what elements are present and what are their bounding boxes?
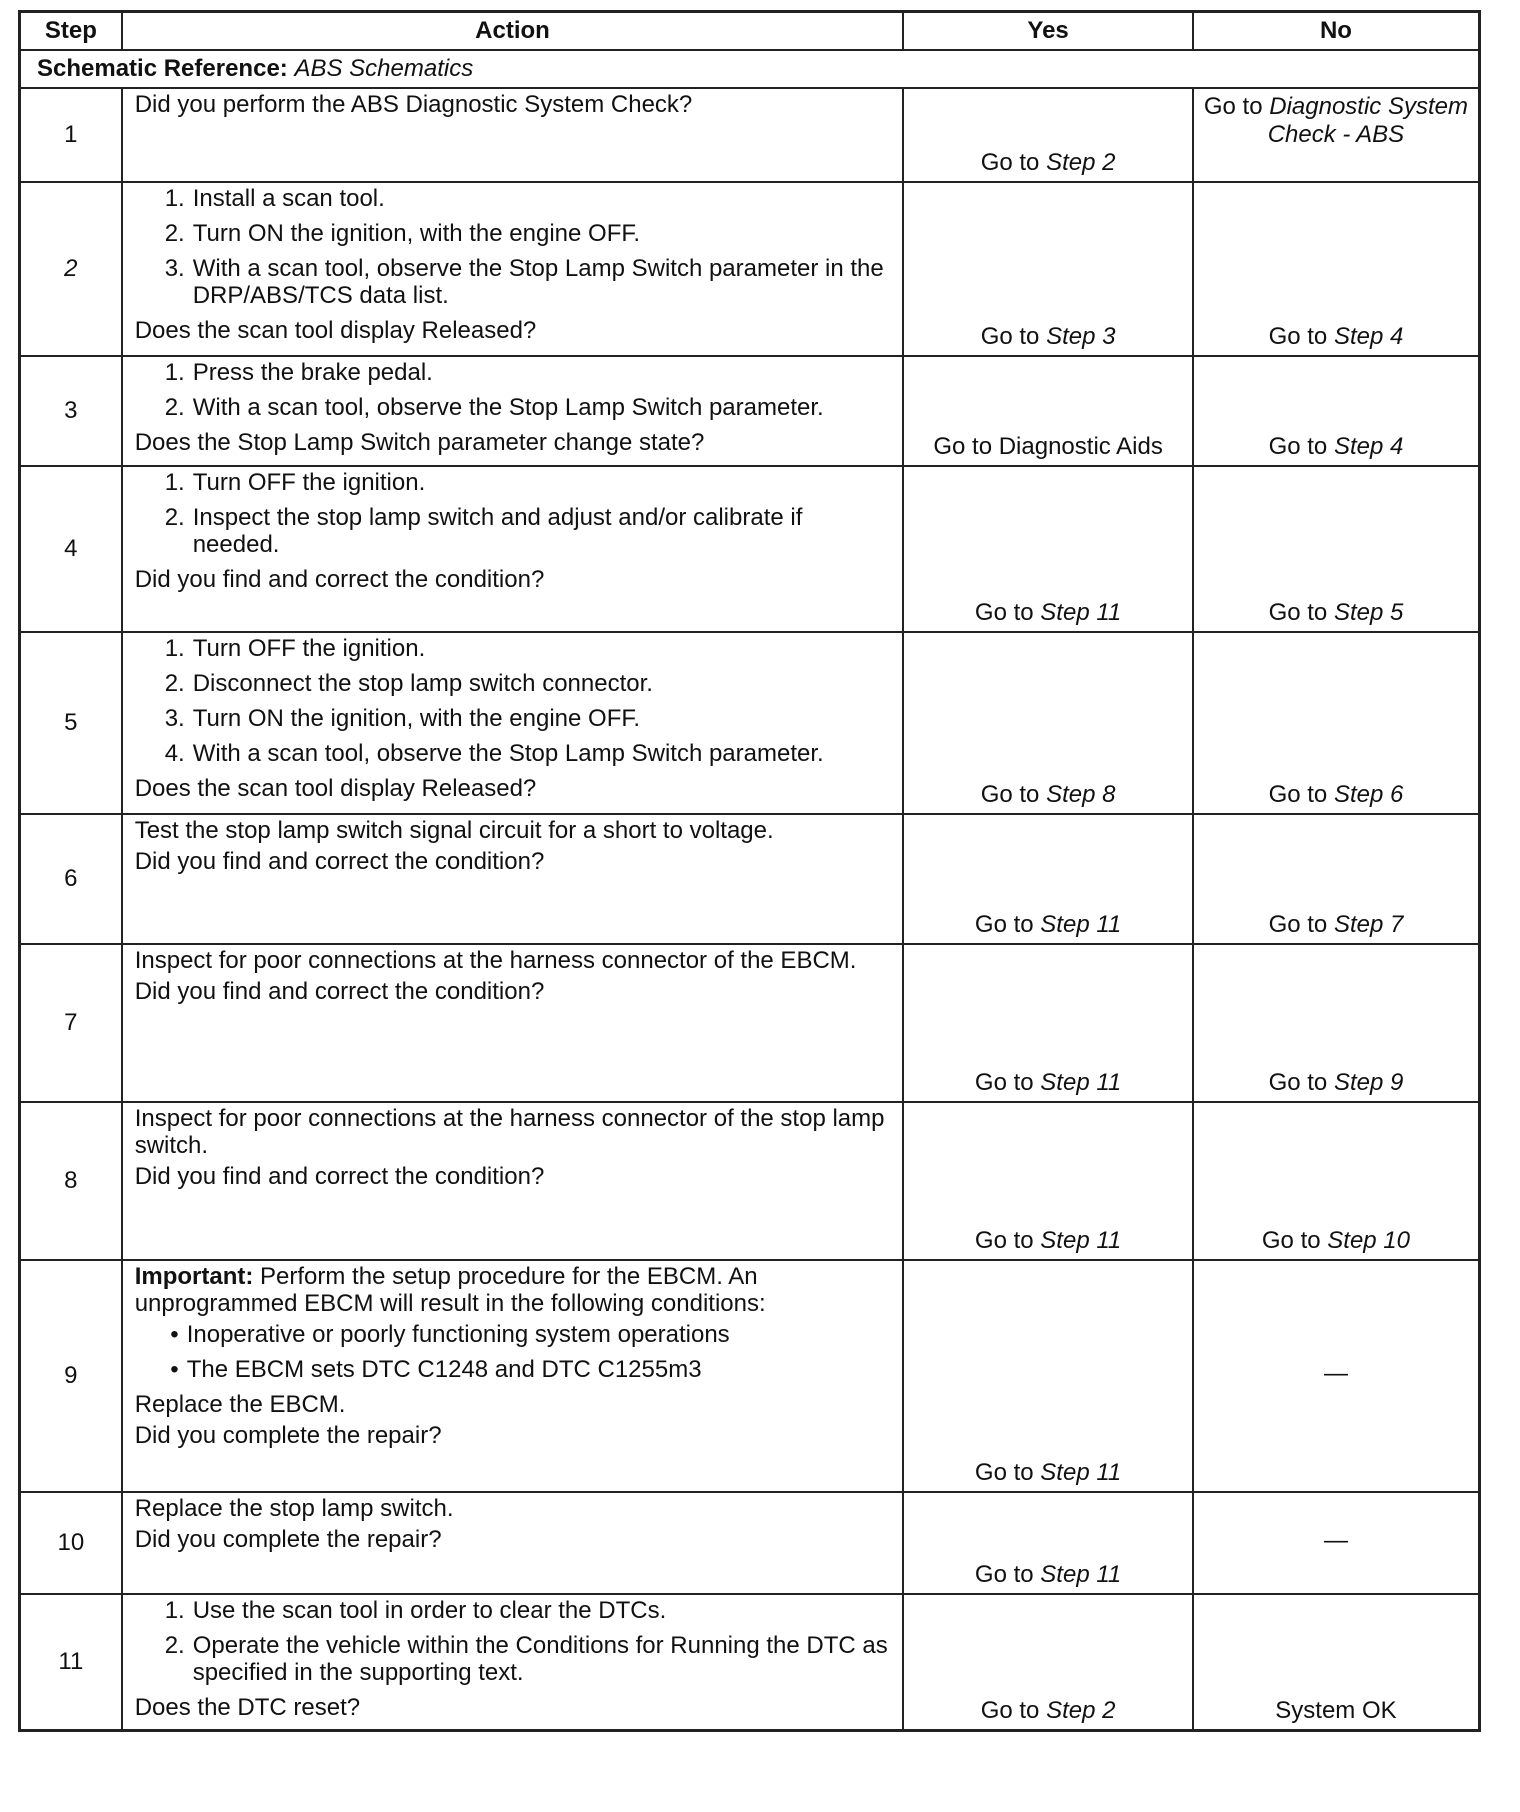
goto-label: Go to	[1268, 433, 1328, 460]
yes-target: Step 11	[1040, 1459, 1122, 1486]
table-row	[20, 182, 1480, 356]
header-row	[20, 12, 1480, 51]
goto-label: Go to	[980, 149, 1040, 176]
yes-cell	[903, 1260, 1193, 1492]
action-cell	[122, 1492, 904, 1594]
list-item: 2. With a scan tool, observe the Stop Lamp Switch parameter.	[164, 394, 824, 421]
action-cell	[122, 814, 904, 944]
no-target: Step 5	[1333, 599, 1404, 626]
table-row	[20, 466, 1480, 632]
no-cell	[1193, 182, 1480, 356]
goto-label: Go to	[974, 1069, 1034, 1096]
schematic-value: ABS Schematics	[294, 55, 474, 82]
list-item: 4. With a scan tool, observe the Stop Lamp Switch parameter.	[164, 740, 824, 767]
goto-label: Go to	[974, 911, 1034, 938]
no-target: Step 6	[1333, 781, 1404, 808]
no-cell: —	[1193, 1492, 1480, 1594]
action-text: Replace the EBCM.	[134, 1391, 346, 1418]
action-text: Inspect for poor connections at the harness connector of the stop lamp switch.	[134, 1105, 885, 1159]
step-number: 11	[20, 1594, 122, 1730]
list-item: 2. Inspect the stop lamp switch and adjust and/or calibrate if needed.	[164, 504, 803, 558]
step-number: 5	[20, 632, 122, 814]
yes-cell	[903, 632, 1193, 814]
step-number: 4	[20, 466, 122, 632]
yes-target: Step 11	[1040, 599, 1122, 626]
important-label: Important:	[134, 1263, 254, 1290]
list-item: 1. Turn OFF the ignition.	[164, 635, 426, 662]
question: Did you find and correct the condition?	[134, 978, 545, 1005]
header-yes: Yes	[903, 12, 1193, 51]
question: Does the Stop Lamp Switch parameter change state?	[134, 429, 705, 456]
action-cell	[122, 632, 904, 814]
list-item: • The EBCM sets DTC C1248 and DTC C1255m3	[170, 1356, 702, 1383]
list-item: • Inoperative or poorly functioning system operations	[170, 1321, 730, 1348]
step-number: 9	[20, 1260, 122, 1492]
question: Does the DTC reset?	[134, 1694, 361, 1721]
no-target: Step 7	[1333, 911, 1404, 938]
no-cell	[1193, 88, 1480, 182]
instruction-list	[135, 185, 895, 317]
yes-cell: Go to Diagnostic Aids	[903, 356, 1193, 466]
action-cell	[122, 356, 904, 466]
action-cell	[122, 88, 904, 182]
yes-target: Step 11	[1040, 1561, 1122, 1588]
instruction-list	[135, 1597, 895, 1694]
step-number: 6	[20, 814, 122, 944]
no-cell	[1193, 814, 1480, 944]
question: Did you complete the repair?	[134, 1422, 442, 1449]
yes-cell	[903, 1594, 1193, 1730]
header-no: No	[1193, 12, 1480, 51]
action-cell	[122, 466, 904, 632]
list-item: 1. Use the scan tool in order to clear the DTCs.	[164, 1597, 667, 1624]
goto-label: Go to	[1261, 1227, 1321, 1254]
yes-cell	[903, 466, 1193, 632]
header-action: Action	[122, 12, 904, 51]
goto-label: Go to	[980, 1696, 1040, 1724]
list-item: 2. Turn ON the ignition, with the engine OFF.	[164, 220, 641, 247]
list-item: 1. Press the brake pedal.	[164, 359, 433, 386]
goto-label: Go to	[980, 781, 1040, 808]
table-row	[20, 632, 1480, 814]
no-cell	[1193, 1102, 1480, 1260]
action-cell	[122, 1260, 904, 1492]
yes-target: Step 11	[1040, 911, 1122, 938]
instruction-list	[135, 635, 895, 775]
question: Did you find and correct the condition?	[134, 1163, 545, 1190]
table-row	[20, 944, 1480, 1102]
list-item: 1. Install a scan tool.	[164, 185, 385, 212]
instruction-list	[135, 469, 895, 566]
goto-label: Go to	[1268, 911, 1328, 938]
question: Did you complete the repair?	[134, 1526, 442, 1553]
table-row	[20, 88, 1480, 182]
step-number-text: 2	[64, 255, 78, 282]
goto-label: Go to	[974, 599, 1034, 626]
yes-cell	[903, 1492, 1193, 1594]
action-cell	[122, 182, 904, 356]
goto-label: Go to	[1268, 323, 1328, 350]
step-number: 8	[20, 1102, 122, 1260]
table-row	[20, 1594, 1480, 1730]
header-step: Step	[20, 12, 122, 51]
goto-label: Go to	[980, 323, 1040, 350]
list-item: 3. Turn ON the ignition, with the engine OFF.	[164, 705, 641, 732]
action-text: Replace the stop lamp switch.	[134, 1495, 454, 1522]
no-cell: System OK	[1193, 1594, 1480, 1730]
question: Did you find and correct the condition?	[134, 848, 545, 875]
yes-target: Step 11	[1040, 1069, 1122, 1096]
list-item: 1. Turn OFF the ignition.	[164, 469, 426, 496]
table-row	[20, 1492, 1480, 1594]
goto-label: Go to	[1203, 93, 1263, 120]
question: Did you find and correct the condition?	[134, 566, 545, 593]
list-item: 2. Operate the vehicle within the Conditions for Running the DTC as specified in the supporting text.	[164, 1632, 888, 1686]
yes-target: Step 3	[1046, 323, 1116, 350]
no-cell	[1193, 466, 1480, 632]
important-note	[135, 1263, 895, 1317]
yes-cell	[903, 944, 1193, 1102]
action-cell	[122, 944, 904, 1102]
goto-label: Go to	[1268, 1069, 1328, 1096]
yes-cell	[903, 814, 1193, 944]
no-cell	[1193, 944, 1480, 1102]
no-target: Step 4	[1333, 323, 1404, 350]
no-target: Step 9	[1333, 1069, 1404, 1096]
step-number: 10	[20, 1492, 122, 1594]
action-text: Inspect for poor connections at the harness connector of the EBCM.	[134, 947, 857, 974]
table-row	[20, 356, 1480, 466]
schematic-row	[20, 50, 1480, 88]
step-number: 7	[20, 944, 122, 1102]
goto-label: Go to	[974, 1561, 1034, 1588]
list-item: 2. Disconnect the stop lamp switch connector.	[164, 670, 653, 697]
no-target: Diagnostic System Check - ABS	[1267, 93, 1468, 148]
yes-cell	[903, 88, 1193, 182]
yes-target: Step 11	[1040, 1227, 1122, 1254]
goto-label: Go to	[974, 1227, 1034, 1254]
important-text: Perform the setup procedure for the EBCM. An unprogrammed EBCM will result in the following conditions:	[134, 1263, 766, 1317]
diagnostic-table	[18, 10, 1481, 1732]
yes-cell	[903, 1102, 1193, 1260]
goto-label: Go to	[1268, 599, 1328, 626]
table-row	[20, 1102, 1480, 1260]
action-text: Test the stop lamp switch signal circuit for a short to voltage.	[134, 817, 774, 844]
step-number	[20, 182, 122, 356]
step-number: 3	[20, 356, 122, 466]
schematic-label: Schematic Reference:	[37, 55, 288, 82]
yes-target: Step 8	[1046, 781, 1116, 808]
bullet-list	[135, 1321, 895, 1391]
goto-label: Go to	[974, 1459, 1034, 1486]
question: Does the scan tool display Released?	[134, 775, 537, 802]
no-target: Step 10	[1327, 1227, 1410, 1254]
no-cell: —	[1193, 1260, 1480, 1492]
schematic-reference	[20, 50, 1480, 88]
action-cell	[122, 1102, 904, 1260]
yes-target: Step 2	[1046, 149, 1116, 176]
question: Does the scan tool display Released?	[134, 317, 537, 344]
table-row	[20, 814, 1480, 944]
no-target: Step 4	[1333, 433, 1404, 460]
list-item: 3. With a scan tool, observe the Stop Lamp Switch parameter in the DRP/ABS/TCS data list.	[164, 255, 884, 309]
instruction-list	[135, 359, 895, 429]
goto-label: Go to	[1268, 781, 1328, 808]
yes-cell	[903, 182, 1193, 356]
action-cell	[122, 1594, 904, 1730]
table-row	[20, 1260, 1480, 1492]
yes-target: Step 2	[1046, 1696, 1116, 1724]
no-cell	[1193, 356, 1480, 466]
step-number: 1	[20, 88, 122, 182]
no-cell	[1193, 632, 1480, 814]
question: Did you perform the ABS Diagnostic System Check?	[134, 91, 693, 118]
